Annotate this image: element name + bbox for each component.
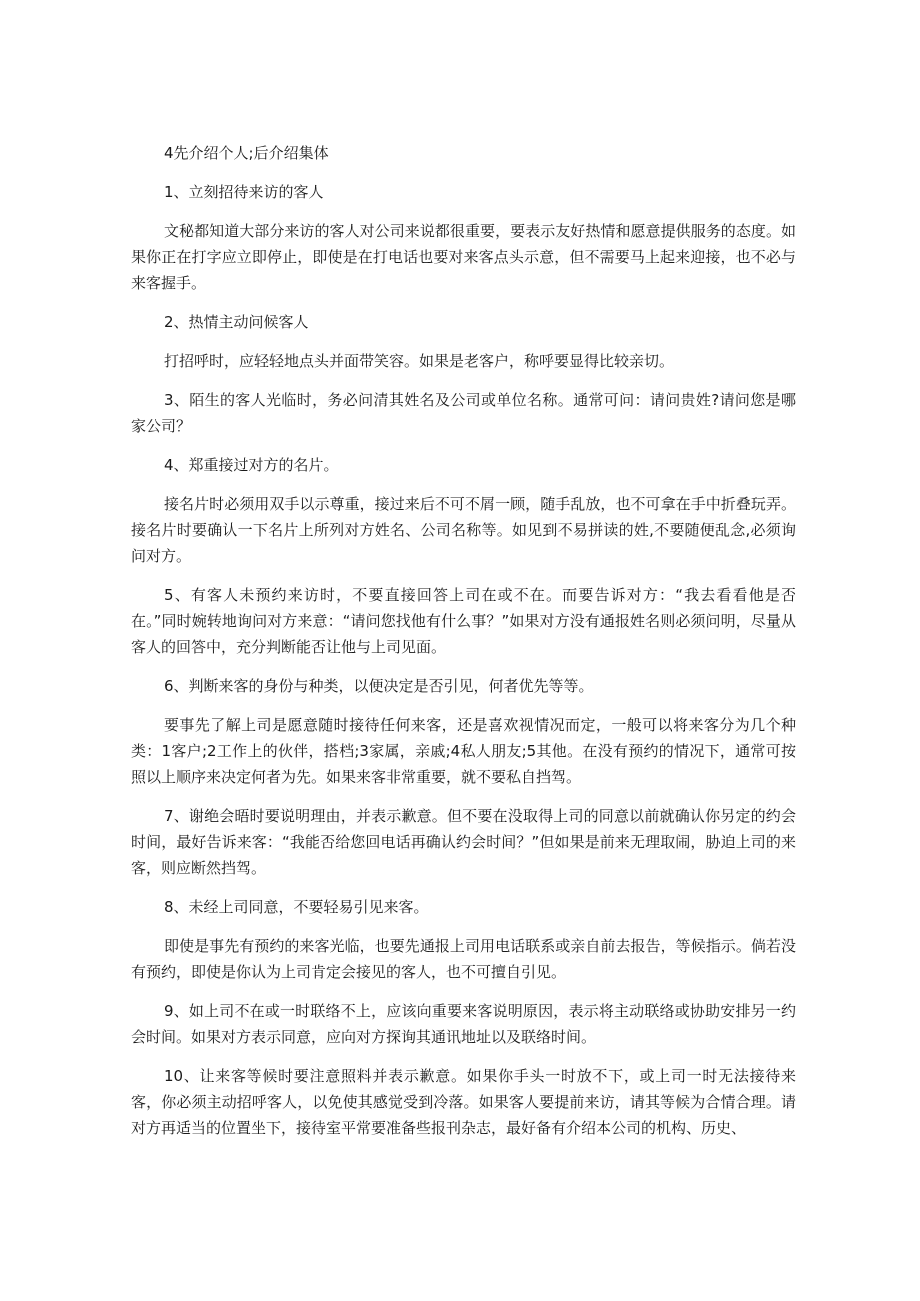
item-4-heading: 4、郑重接过对方的名片。 bbox=[164, 456, 339, 474]
item-9-paragraph: 9、如上司不在或一时联络不上，应该向重要来客说明原因，表示将主动联络或协助安排另一约会时间。如果对方表示同意，应向对方探询其通讯地址以及联络时间。 bbox=[131, 1002, 796, 1046]
item-10-paragraph: 10、让来客等候时要注意照料并表示歉意。如果你手头一时放不下，或上司一时无法接待来客，你必须主动招呼客人，以免使其感觉受到冷落。如果客人要提前来访，请其等候为合情合理。请对方再适当的位置坐下，接待室平常要准备些报刊杂志，最好备有介绍本公司的机构、历史、 bbox=[131, 1067, 796, 1137]
item-6-heading: 6、判断来客的身份与种类，以便决定是否引见，何者优先等等。 bbox=[164, 677, 594, 695]
heading-intro-order: 4先介绍个人;后介绍集体 bbox=[164, 144, 329, 162]
item-1-heading: 1、立刻招待来访的客人 bbox=[164, 183, 324, 201]
item-2-heading: 2、热情主动问候客人 bbox=[164, 313, 309, 331]
item-4-body: 接名片时必须用双手以示尊重，接过来后不可不屑一顾，随手乱放，也不可拿在手中折叠玩弄。接名片时要确认一下名片上所列对方姓名、公司名称等。如见到不易拼读的姓,不要随便乱念,必须询问对方。 bbox=[131, 495, 796, 565]
item-2-body: 打招呼时，应轻轻地点头并面带笑容。如果是老客户，称呼要显得比较亲切。 bbox=[164, 352, 675, 370]
item-6-body: 要事先了解上司是愿意随时接待任何来客，还是喜欢视情况而定，一般可以将来客分为几个种类：1客户;2工作上的伙伴，搭档;3家属，亲戚;4私人朋友;5其他。在没有预约的情况下，通常可按照以上顺序来决定何者为先。如果来客非常重要，就不要私自挡驾。 bbox=[131, 716, 796, 786]
item-7-paragraph: 7、谢绝会晤时要说明理由，并表示歉意。但不要在没取得上司的同意以前就确认你另定的约会时间，最好告诉来客：“我能否给您回电话再确认约会时间？”但如果是前来无理取闹，胁迫上司的来客，则应断然挡驾。 bbox=[131, 807, 796, 877]
item-3-paragraph: 3、陌生的客人光临时，务必问清其姓名及公司或单位名称。通常可问：请问贵姓?请问您是哪家公司？ bbox=[131, 391, 796, 435]
item-8-heading: 8、未经上司同意，不要轻易引见来客。 bbox=[164, 898, 429, 916]
item-5-paragraph: 5、有客人未预约来访时，不要直接回答上司在或不在。而要告诉对方：“我去看看他是否在。”同时婉转地询问对方来意：“请问您找他有什么事？”如果对方没有通报姓名则必须问明，尽量从客人的回答中，充分判断能否让他与上司见面。 bbox=[131, 586, 796, 656]
item-8-body: 即使是事先有预约的来客光临，也要先通报上司用电话联系或亲自前去报告，等候指示。倘若没有预约，即使是你认为上司肯定会接见的客人，也不可擅自引见。 bbox=[131, 937, 796, 981]
document-body bbox=[131, 140, 796, 1141]
item-1-body: 文秘都知道大部分来访的客人对公司来说都很重要，要表示友好热情和愿意提供服务的态度。如果你正在打字应立即停止，即使是在打电话也要对来客点头示意，但不需要马上起来迎接，也不必与来客握手。 bbox=[131, 222, 796, 292]
